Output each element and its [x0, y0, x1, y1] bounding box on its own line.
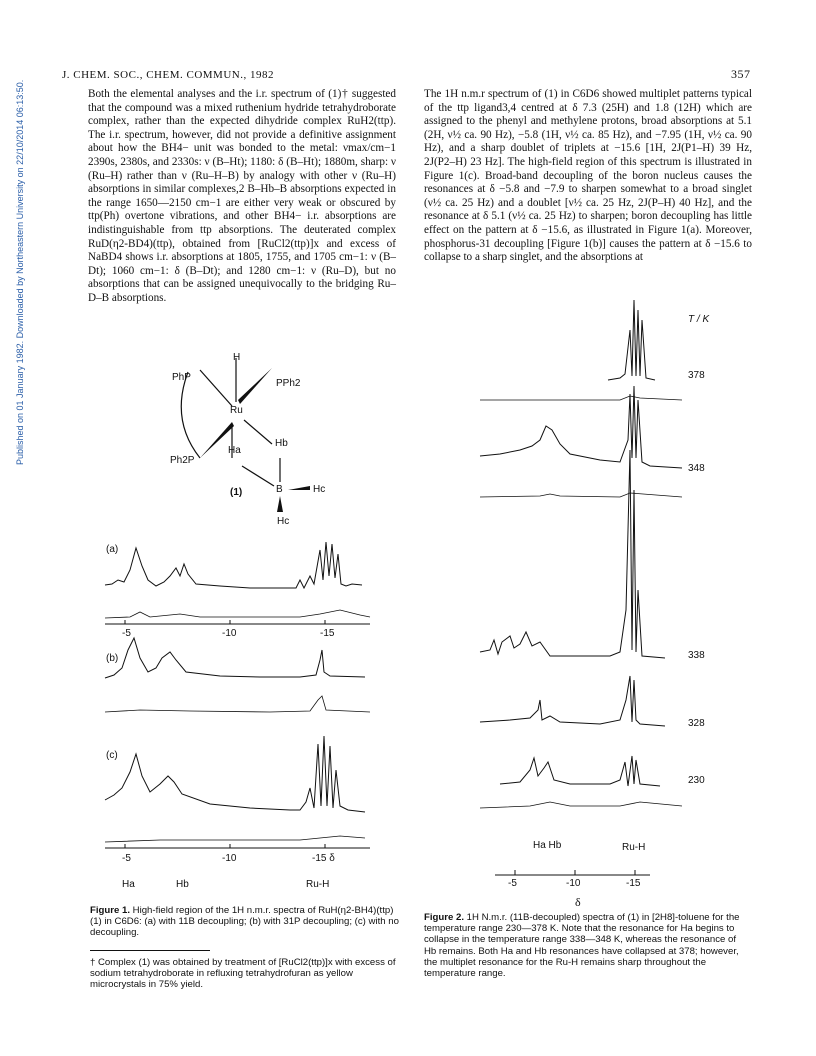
structure-label-ru: Ru: [230, 405, 243, 416]
figure2-temp-328: 328: [688, 718, 705, 729]
figure1-c-tick-5: -5: [122, 853, 131, 864]
figure1-c-tick-15: -15 δ: [312, 853, 335, 864]
structure-label-b: B: [276, 484, 283, 495]
figure1-panel-b: (b): [106, 653, 119, 664]
figure2-delta: δ: [575, 895, 581, 909]
figure1-peak-ruh: Ru-H: [306, 879, 330, 890]
structure-label-hb: Hb: [275, 438, 288, 449]
figure1-spectra: [100, 540, 400, 880]
page-number: 357: [731, 67, 751, 81]
footnote: † Complex (1) was obtained by treatment of [RuCl2(ttp)]x with excess of sodium tetrahydroborate in refluxing tetrahydrofuran as yellow microcrystals in 75% yield.: [90, 957, 396, 991]
figure1-tick-10: -10: [222, 628, 237, 639]
figure1-panel-c: (c): [106, 750, 118, 761]
figure1-caption: [90, 905, 400, 939]
figure2-spectra: [470, 290, 690, 870]
figure2-tick-10: -10: [566, 878, 581, 889]
right-column-text: The 1H n.m.r spectrum of (1) in C6D6 showed multiplet patterns typical of the ttp ligand3,4 centred at δ 7.3 (25H) and 1.8 (12H) which are assigned to the phenyl and methylene protons, broad absorptions at 5.1 (2H, ν½ ca. 90 Hz), −5.8 (1H, ν½ ca. 85 Hz), and −7.95 (1H, ν½ ca. 90 Hz), and a sharp doublet of triplets at −15.6 [1H, 2J(P1–H) 39 Hz, 2J(P2–H) 23 Hz]. The high-field region of this spectrum is illustrated in Figure 1(c). Broad-band decoupling of the boron nucleus causes the resonances at δ −5.8 and −7.9 to sharpen somewhat to a broad singlet (ν½ ca. 25 Hz) and a doublet [ν½ ca. 25 Hz, 2J(P–H) 40 Hz], and the resonance at δ 5.1 (ν½ ca. 25 Hz) to sharpen; boron decoupling has little effect on the pattern at δ −15.6, as illustrated in Figure 1(a). Moreover, phosphorus-31 decoupling [Figure 1(b)] causes the pattern at δ −15.6 to collapse to a sharp singlet, and the absorptions at: [424, 88, 752, 264]
figure1-peak-ha: Ha: [122, 879, 135, 890]
structure-label-hc2: Hc: [277, 516, 290, 527]
figure1-c-tick-10: -10: [222, 853, 237, 864]
structure-label-php: PhP: [172, 372, 191, 383]
figure2-peak-hahb: Ha Hb: [533, 840, 562, 851]
journal-header: J. CHEM. SOC., CHEM. COMMUN., 1982: [62, 69, 274, 81]
figure2-axis-title: T / K: [688, 314, 710, 325]
figure1-caption-label: Figure 1.: [90, 905, 130, 916]
download-notice: Published on 01 January 1982. Downloaded by Northeastern University on 22/10/2014 06:13:50.: [15, 79, 25, 465]
figure1-peak-hb: Hb: [176, 879, 189, 890]
structure-label-hc1: Hc: [313, 484, 326, 495]
figure1-caption-text: High-field region of the 1H n.m.r. spectra of RuH(η2-BH4)(ttp) (1) in C6D6: (a) with 11B decoupling; (b) with 31P decoupling; (c) with no decoupling.: [90, 905, 399, 939]
structure-label-pph2: PPh2: [276, 378, 301, 389]
figure1-tick-5: -5: [122, 628, 131, 639]
figure2-caption-text: 1H N.m.r. (11B-decoupled) spectra of (1) in [2H8]-toluene for the temperature range 230—378 K. Note that the resonance for Ha begins to collapse in the temperature range 338—348 K, whereas the resonance of Hb remains. Both Ha and Hb resonances have collapsed at 378; however, the multiplet resonance for the Ru-H remains sharp throughout the temperature range.: [424, 912, 740, 980]
figure2-tick-15: -15: [626, 878, 641, 889]
figure2-peak-ruh: Ru-H: [622, 842, 646, 853]
figure2-temp-348: 348: [688, 463, 705, 474]
figure2-caption: [424, 912, 749, 979]
figure2-temp-378: 378: [688, 370, 705, 381]
compound-label: (1): [230, 487, 243, 498]
figure2-tick-5: -5: [508, 878, 517, 889]
structure-label-h: H: [233, 352, 241, 363]
figure1-tick-15: -15: [320, 628, 335, 639]
footnote-divider: [90, 950, 210, 951]
structure-label-ph2p: Ph2P: [170, 455, 195, 466]
figure2-caption-label: Figure 2.: [424, 912, 464, 923]
structure-diagram: [140, 340, 360, 500]
structure-label-ha: Ha: [228, 445, 241, 456]
left-column-text: Both the elemental analyses and the i.r. spectrum of (1)† suggested that the compound was a mixed ruthenium hydride tetrahydroborate complex, rather than the expected dihydride complex RuH2(ttp). The i.r. spectrum, however, did not provide a definitive assignment about how the BH4− unit was bonded to the metal: νmax/cm−1 2390s, 2380s, and 2330s: ν (B–Ht); 1180: δ (B–Ht); 1880m, sharp: ν (Ru–H) rather than ν (Ru–H–B) by analogy with other ν (Ru–H) absorptions in similar complexes,2 B–Hb–B absorptions expected in the range 1650—2150 cm−1 are either very weak or obscured by ttp(Ph) overtone vibrations, and other BH4− i.r. absorptions are indistinguishable from ttp absorptions. The deuterated complex RuD(η2-BD4)(ttp), obtained from [RuCl2(ttp)]x and excess of NaBD4 shows i.r. absorptions at 1805, 1755, and 1705 cm−1: ν (B–Dt); 1060 cm−1: δ (B–Dt); and 1280 cm−1: ν (Ru–D), but no absorptions that can be assigned unequivocally to the bridging Ru–D–B absorptions.: [88, 88, 396, 304]
figure2-temp-338: 338: [688, 650, 705, 661]
figure2-temp-230: 230: [688, 775, 705, 786]
figure1-panel-a: (a): [106, 544, 119, 555]
